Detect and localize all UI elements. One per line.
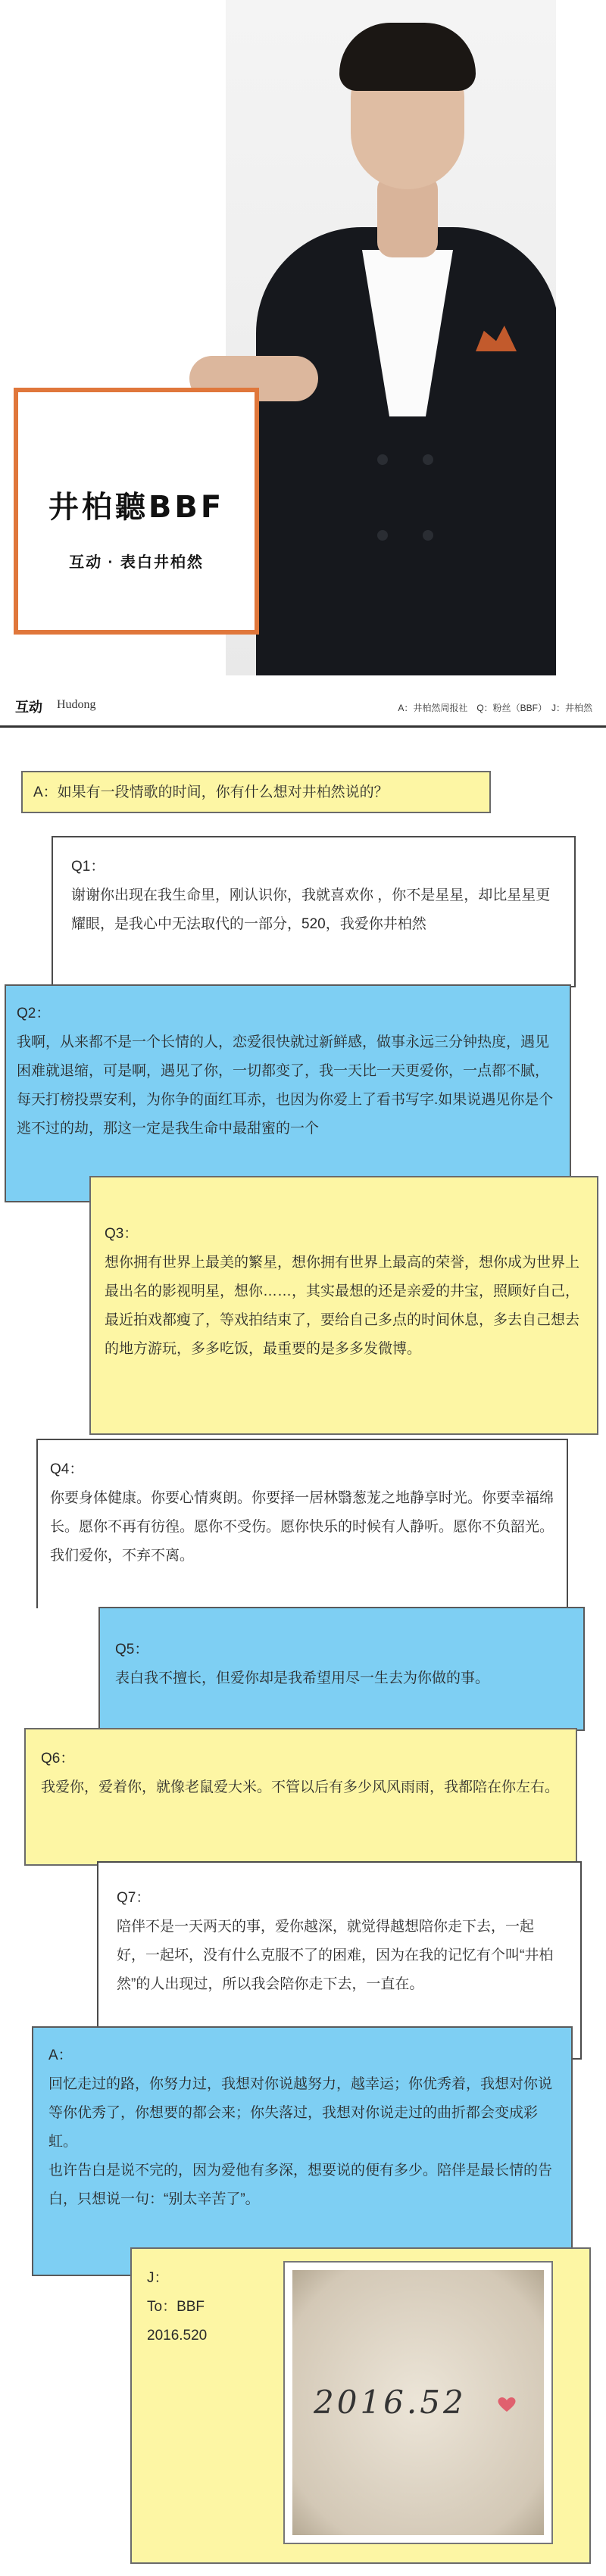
j-date: 2016.520: [147, 2328, 208, 2344]
hero-banner: [0, 0, 606, 681]
hudong-logo: 互动: [15, 700, 42, 715]
title-card: [14, 388, 259, 635]
q1-card: [52, 836, 576, 987]
q1-text: 谢谢你出现在我生命里，刚认识你，我就喜欢你 ，你不是星星，却比星星更耀眼，是我心中无法取代的一部分，520，我爱你井柏然: [71, 887, 551, 932]
hero-subtitle: 互动 · 表白井柏然: [69, 554, 204, 571]
photo-button: [377, 530, 388, 541]
q6-text: 我爱你，爱着你，就像老鼠爱大米。不管以后有多少风风雨雨，我都陪在你左右。: [41, 1779, 560, 1795]
photo-button: [423, 530, 433, 541]
section-header: [0, 695, 606, 718]
q2-text: 我啊，从来都不是一个长情的人，恋爱很快就过新鲜感，做事永远三分钟热度，遇见困难就退缩，可是啊，遇见了你，一切都变了，我一天比一天更爱你，一点都不腻，每天打榜投票安利，为你争的面红耳赤，也因为你爱上了看书写字.如果说遇见你是个逃不过的劫，那这一定是我生命中最甜蜜的一个: [17, 1034, 554, 1137]
q6-card: [24, 1728, 577, 1866]
portrait-photo: [226, 0, 556, 675]
speaker-legend: A：井柏然周报社 Q：粉丝（BBF） J：井柏然: [398, 703, 592, 713]
answer-text-2: 也许告白是说不完的，因为爱他有多深，想要说的便有多少。陪伴是最长情的告白，只想说一句：“别太辛苦了”。: [48, 2163, 553, 2207]
q4-card: [36, 1439, 568, 1608]
paper-texture: [292, 2270, 544, 2535]
q1-label: Q1：: [71, 859, 105, 875]
q3-label: Q3：: [105, 1226, 139, 1242]
photo-hair: [339, 23, 476, 91]
q4-label: Q4：: [50, 1461, 84, 1477]
q3-card: [89, 1176, 598, 1435]
header-divider: [0, 725, 606, 728]
q4-text: 你要身体健康。你要心情爽朗。你要择一居林翳葱茏之地静享时光。你要幸福绵长。愿你不再有彷徨。愿你不受伤。愿你快乐的时候有人静听。愿你不负韶光。我们爱你，不弃不离。: [50, 1490, 554, 1564]
hudong-english: Hudong: [57, 698, 96, 711]
handwritten-date: 2016.52: [314, 2384, 467, 2421]
q3-text: 想你拥有世界上最美的繁星，想你拥有世界上最高的荣誉，想你成为世界上最出名的影视明星，想你……，其实最想的还是亲爱的井宝，照顾好自己，最近拍戏都瘦了，等戏拍结束了，要给自己多点的时间休息，多去自己想去的地方游玩，多多吃饭，最重要的是多多发微博。: [105, 1255, 580, 1357]
q5-card: [98, 1607, 585, 1731]
q2-label: Q2：: [17, 1006, 51, 1021]
q5-text: 表白我不擅长，但爱你却是我希望用尽一生去为你做的事。: [115, 1670, 490, 1686]
j-to: To：BBF: [147, 2299, 205, 2315]
q5-label: Q5：: [115, 1642, 149, 1658]
q2-card: [5, 984, 571, 1202]
photo-button: [423, 454, 433, 465]
intro-question: A：如果有一段情歌的时间，你有什么想对井柏然说的？: [33, 784, 389, 800]
heart-icon: [497, 2396, 517, 2412]
hero-title: 井柏聽BBF: [48, 490, 225, 525]
photo-button: [377, 454, 388, 465]
answer-label: A：: [48, 2047, 73, 2063]
answer-card: [32, 2026, 573, 2276]
intro-card: [21, 771, 491, 813]
q6-label: Q6：: [41, 1751, 75, 1767]
answer-text-1: 回忆走过的路，你努力过，我想对你说越努力，越幸运；你优秀着，我想对你说等你优秀了，你想要的都会来；你失落过，我想对你说走过的曲折都会变成彩虹。: [48, 2076, 553, 2150]
j-label: J：: [147, 2270, 169, 2286]
q7-text: 陪伴不是一天两天的事，爱你越深，就觉得越想陪你走下去，一起好，一起坏，没有什么克服不了的困难，因为在我的记忆有个叫“井柏然”的人出现过，所以我会陪你走下去，一直在。: [117, 1919, 554, 1992]
q7-label: Q7：: [117, 1890, 151, 1906]
handwritten-photo: [283, 2261, 553, 2544]
